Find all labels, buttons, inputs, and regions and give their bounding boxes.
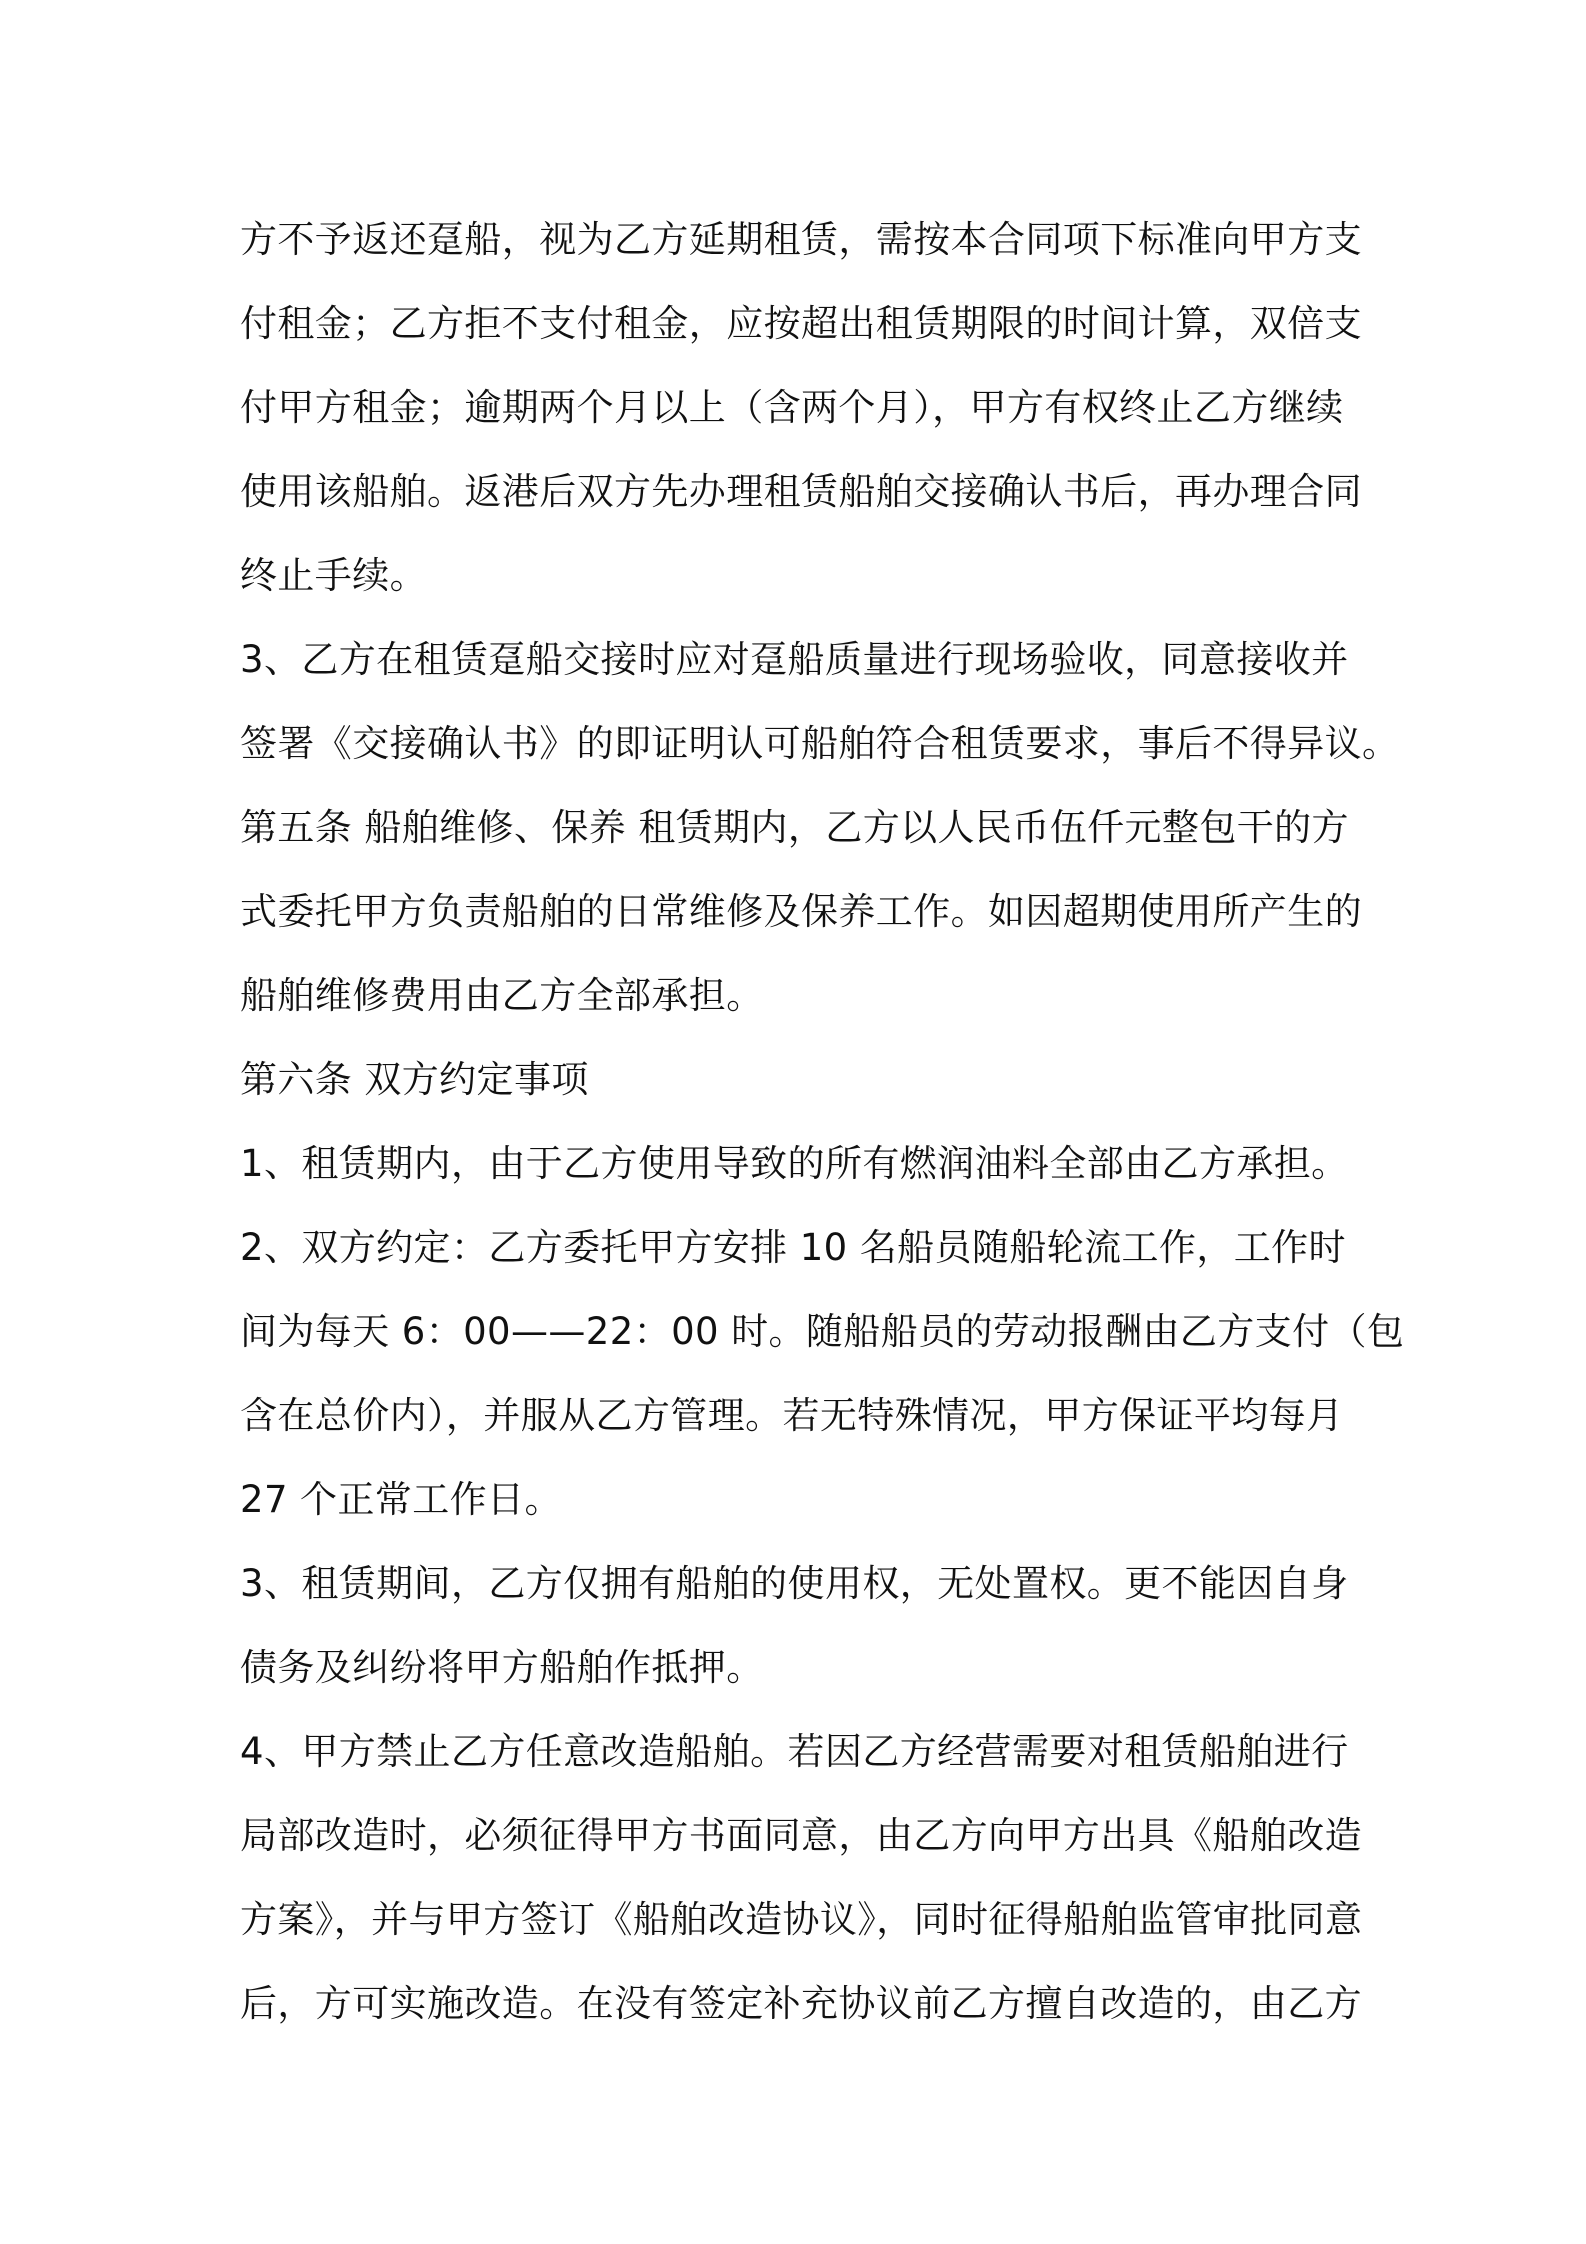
text-line: 债务及纠纷将甲方船舶作抵押。 <box>240 1646 764 1689</box>
text-line: 1、租赁期内，由于乙方使用导致的所有燃润油料全部由乙方承担。 <box>240 1142 1349 1185</box>
text-line: 3、乙方在租赁趸船交接时应对趸船质量进行现场验收，同意接收并 <box>240 638 1349 681</box>
text-line: 后，方可实施改造。在没有签定补充协议前乙方擅自改造的，由乙方 <box>240 1982 1362 2025</box>
article-5-heading-line: 第五条 船舶维修、保养 租赁期内，乙方以人民币伍仟元整包干的方 <box>240 806 1349 849</box>
text-line: 方不予返还趸船，视为乙方延期租赁，需按本合同项下标准向甲方支 <box>240 218 1362 261</box>
text-line: 4、甲方禁止乙方任意改造船舶。若因乙方经营需要对租赁船舶进行 <box>240 1730 1349 1773</box>
text-line: 27 个正常工作日。 <box>240 1478 562 1521</box>
text-line: 3、租赁期间，乙方仅拥有船舶的使用权，无处置权。更不能因自身 <box>240 1562 1349 1605</box>
article-6-heading: 第六条 双方约定事项 <box>240 1058 589 1101</box>
contract-text <box>240 198 1405 2046</box>
text-line: 使用该船舶。返港后双方先办理租赁船舶交接确认书后，再办理合同 <box>240 470 1362 513</box>
text-line: 终止手续。 <box>240 554 427 597</box>
text-line: 局部改造时，必须征得甲方书面同意，由乙方向甲方出具《船舶改造 <box>240 1814 1362 1857</box>
text-line: 式委托甲方负责船舶的日常维修及保养工作。如因超期使用所产生的 <box>240 890 1362 933</box>
text-line: 船舶维修费用由乙方全部承担。 <box>240 974 764 1017</box>
text-line: 间为每天 6：00——22：00 时。随船船员的劳动报酬由乙方支付（包 <box>240 1310 1405 1353</box>
text-line: 方案》，并与甲方签订《船舶改造协议》，同时征得船舶监管审批同意 <box>240 1898 1363 1941</box>
text-line: 付甲方租金；逾期两个月以上（含两个月），甲方有权终止乙方继续 <box>240 386 1344 429</box>
text-line: 签署《交接确认书》的即证明认可船舶符合租赁要求，事后不得异议。 <box>240 722 1400 765</box>
text-line: 含在总价内），并服从乙方管理。若无特殊情况，甲方保证平均每月 <box>240 1394 1344 1437</box>
text-line: 2、双方约定：乙方委托甲方安排 10 名船员随船轮流工作，工作时 <box>240 1226 1346 1269</box>
text-line: 付租金；乙方拒不支付租金，应按超出租赁期限的时间计算，双倍支 <box>240 302 1362 345</box>
